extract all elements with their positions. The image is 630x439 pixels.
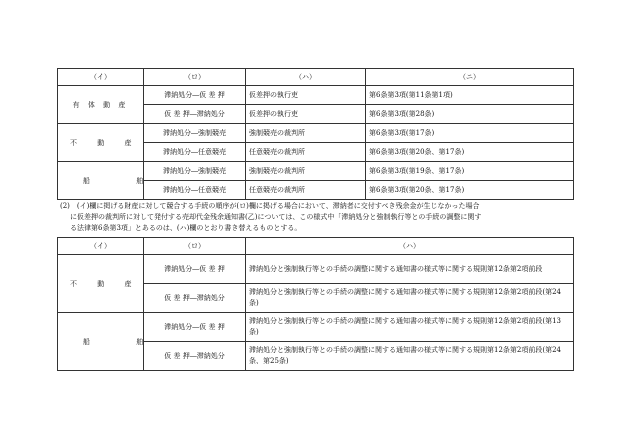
category-ship: 船 舶 bbox=[58, 313, 144, 371]
procedure-order: 滞納処分―任意競売 bbox=[144, 181, 246, 200]
category-real-estate: 不 動 産 bbox=[58, 255, 144, 313]
table-row bbox=[58, 255, 574, 284]
procedure-order: 滞納処分―強制競売 bbox=[144, 162, 246, 181]
table-1-header-row bbox=[58, 69, 574, 86]
recipient: 強制競売の裁判所 bbox=[246, 162, 366, 181]
procedure-order: 仮 差 押―滞納処分 bbox=[144, 105, 246, 124]
category-ship: 船 舶 bbox=[58, 162, 144, 200]
note-paragraph bbox=[60, 201, 576, 234]
table-row bbox=[58, 313, 574, 342]
note-line-1: (2) (イ)欄に掲げる財産に対して競合する手続の順序が(ロ)欄に掲げる場合において、滞納者に交付すべき残余金が生じなかった場合 bbox=[60, 202, 480, 210]
law-reference: 滞納処分と強制執行等との手続の調整に関する通知書の様式等に関する規則第12条第2項前段(第24条、第25条) bbox=[246, 342, 574, 371]
category-real-estate: 不 動 産 bbox=[58, 124, 144, 162]
procedure-order: 滞納処分―強制競売 bbox=[144, 124, 246, 143]
law-reference: 第6条第3項(第11条第1項) bbox=[366, 86, 574, 105]
procedure-order: 滞納処分―仮 差 押 bbox=[144, 313, 246, 342]
procedure-order: 滞納処分―任意競売 bbox=[144, 143, 246, 162]
header-ro: （ロ） bbox=[144, 69, 246, 86]
header-ha: （ハ） bbox=[246, 69, 366, 86]
header-i: （イ） bbox=[58, 69, 144, 86]
recipient: 強制競売の裁判所 bbox=[246, 124, 366, 143]
recipient: 任意競売の裁判所 bbox=[246, 143, 366, 162]
recipient: 仮差押の執行吏 bbox=[246, 86, 366, 105]
law-reference: 第6条第3項(第20条、第17条) bbox=[366, 143, 574, 162]
table-row bbox=[58, 162, 574, 181]
table-2 bbox=[57, 237, 574, 371]
law-reference: 第6条第3項(第20条、第17条) bbox=[366, 181, 574, 200]
procedure-order: 滞納処分―仮 差 押 bbox=[144, 255, 246, 284]
procedure-order: 滞納処分―仮 差 押 bbox=[144, 86, 246, 105]
header-ha: （ハ） bbox=[246, 238, 574, 255]
table-1 bbox=[57, 68, 574, 200]
header-ni: （ニ） bbox=[366, 69, 574, 86]
header-i: （イ） bbox=[58, 238, 144, 255]
table-row bbox=[58, 86, 574, 105]
law-reference: 滞納処分と強制執行等との手続の調整に関する通知書の様式等に関する規則第12条第2項前段(第24条) bbox=[246, 284, 574, 313]
recipient: 任意競売の裁判所 bbox=[246, 181, 366, 200]
law-reference: 第6条第3項(第19条、第17条) bbox=[366, 162, 574, 181]
procedure-order: 仮 差 押―滞納処分 bbox=[144, 342, 246, 371]
law-reference: 滞納処分と強制執行等との手続の調整に関する通知書の様式等に関する規則第12条第2項前段 bbox=[246, 255, 574, 284]
header-ro: （ロ） bbox=[144, 238, 246, 255]
recipient: 仮差押の執行吏 bbox=[246, 105, 366, 124]
table-row bbox=[58, 124, 574, 143]
law-reference: 第6条第3項(第28条) bbox=[366, 105, 574, 124]
note-line-3: る法律第6条第3項」とあるのは、(ハ)欄のとおり書き替えるものとする。 bbox=[70, 224, 302, 232]
law-reference: 第6条第3項(第17条) bbox=[366, 124, 574, 143]
table-2-header-row bbox=[58, 238, 574, 255]
procedure-order: 仮 差 押―滞納処分 bbox=[144, 284, 246, 313]
note-line-2: に仮差押の裁判所に対して発付する売却代金残余通知書(乙)については、この様式中「滞納処分と強制執行等との手続の調整に関す bbox=[70, 213, 482, 221]
law-reference: 滞納処分と強制執行等との手続の調整に関する通知書の様式等に関する規則第12条第2項前段(第13条) bbox=[246, 313, 574, 342]
category-movable-property: 有 体 動 産 bbox=[58, 86, 144, 124]
